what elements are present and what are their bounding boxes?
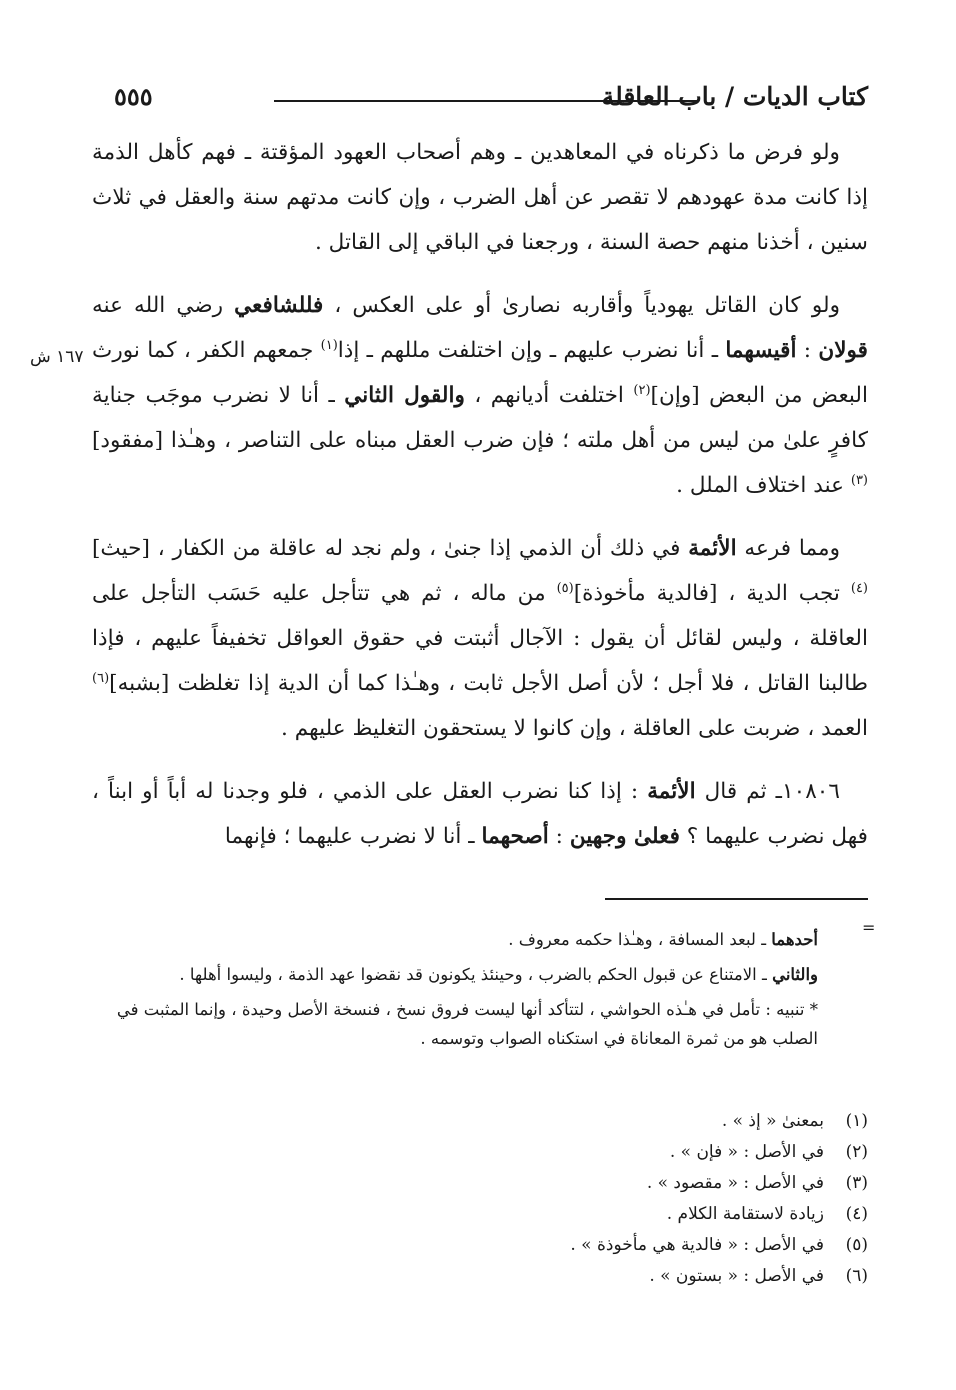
footnote-ref-2[interactable]: (٢) bbox=[633, 383, 651, 398]
text-run: : إذا كنا نضرب العقل على الذمي ، فلو وجدنا له أباً أو ابناً ، فهل نضرب عليهما ؟ bbox=[92, 779, 868, 849]
text-run: ـ أنا نضرب عليهم ـ وإن اختلفت مللهم ـ إذا bbox=[337, 338, 726, 363]
main-text bbox=[92, 130, 868, 859]
footnote-text: زيادة لاستقامة الكلام . bbox=[666, 1204, 824, 1224]
footnote-6 bbox=[108, 1261, 868, 1292]
footnote-5 bbox=[108, 1230, 868, 1261]
bold-term: والثاني bbox=[772, 965, 818, 984]
text-run: ولو كان القاتل يهودياً وأقاربه نصارىٰ أو على العكس ، bbox=[323, 293, 840, 318]
text-run: رضي الله عنه bbox=[92, 293, 235, 318]
bold-term: الأئمة bbox=[647, 779, 696, 804]
paragraph-4 bbox=[92, 769, 868, 859]
text-run: : bbox=[796, 338, 819, 363]
text-run: في ذلك أن الذمي إذا جنىٰ ، ولم نجد له عاقلة من الكفار ، [حيث] bbox=[92, 536, 689, 561]
footnote-text: بمعنىٰ « إذ » . bbox=[721, 1111, 824, 1131]
footnote-ref-4[interactable]: (٤) bbox=[850, 581, 868, 596]
text-run: اختلفت أديانهم ، bbox=[464, 383, 634, 408]
header-title: كتاب الديات / باب العاقلة bbox=[601, 82, 868, 111]
running-header bbox=[96, 82, 868, 122]
text-run: ١٠٨٠٦ـ ثم قال bbox=[695, 779, 840, 804]
footnote-number: (٢) bbox=[845, 1142, 868, 1162]
text-run: ومما فرعه bbox=[736, 536, 840, 561]
text-run: ـ أنا لا نضرب موجَب جناية كافرٍ علىٰ من ليس من أهل ملته ؛ فإن ضرب العقل مبناه على التناصر ، وهـٰذا [مفقود] bbox=[92, 383, 868, 453]
paragraph-2 bbox=[92, 283, 868, 508]
footnote-text: في الأصل : « فالدية هي مأخوذة » . bbox=[570, 1235, 824, 1255]
footnote-text: في الأصل : « مقصود » . bbox=[646, 1173, 824, 1193]
text-run: ـ أنا لا نضرب عليهما ؛ فإنهما bbox=[224, 824, 482, 849]
footnote-1 bbox=[108, 1106, 868, 1137]
paragraph-1-text: ولو فرض ما ذكرناه في المعاهدين ـ وهم أصحاب العهود المؤقتة ـ فهم كأهل الذمة إذا كانت مدة عهودهم لا تقصر عن أهل الضرب ، وإن كانت مدتهم سنة والعقل في ثلاث سنين ، أخذنا منهم حصة السنة ، ورجعنا في الباقي إلى القاتل . bbox=[92, 140, 868, 255]
bold-term: أصحهما bbox=[481, 824, 549, 849]
text-run: من ماله ، ثم هي تتأجل عليه حَسَب التأجل على العاقلة ، وليس لقائل أن يقول : الآجال أثبتت في حقوق العواقل تخفيفاً عليهم ، فإذا طالبنا القاتل ، فلا أجل ؛ لأن أصل الأجل ثابت ، وهـٰذا كما أن الدية إذا تغلظت [بشبه] bbox=[92, 581, 868, 696]
footnote-ref-3[interactable]: (٣) bbox=[850, 473, 868, 488]
bold-term: فللشافعي bbox=[234, 293, 324, 318]
paragraph-3 bbox=[92, 526, 868, 751]
bold-term: الأئمة bbox=[688, 536, 737, 561]
footnote-number: (١) bbox=[845, 1111, 868, 1131]
bold-term: والقول الثاني bbox=[344, 383, 465, 408]
text-run: جمعهم الكفر ، كما نورث البعض من البعض [وإن] bbox=[92, 338, 868, 408]
continued-footnotes bbox=[100, 925, 818, 1053]
footnote-ref-1[interactable]: (١) bbox=[320, 338, 338, 353]
footnote-continuation-mark: = bbox=[862, 918, 876, 937]
text-run: : bbox=[548, 824, 570, 849]
bold-term: فعلىٰ وجهين bbox=[569, 824, 680, 849]
footnote-text: في الأصل : « بستون » . bbox=[649, 1266, 824, 1286]
header-rule bbox=[274, 100, 698, 102]
bold-term: قولان bbox=[818, 338, 868, 363]
footnote-number: (٤) bbox=[845, 1204, 868, 1224]
page-number: ٥٥٥ bbox=[114, 82, 153, 111]
footnote-number: (٣) bbox=[845, 1173, 868, 1193]
note-line-2 bbox=[100, 960, 818, 989]
footnote-ref-6[interactable]: (٦) bbox=[92, 671, 110, 686]
editor-warning-note: * تنبيه : تأمل في هـٰذه الحواشي ، لتتأكد أنها ليست فروق نسخ ، فنسخة الأصل وحيدة ، وإنما المثبت في الصلب هو من ثمرة المعاناة في استكناه الصواب وتوسمه . bbox=[116, 1000, 818, 1048]
bold-term: أقيسهما bbox=[725, 338, 797, 363]
footnote-2 bbox=[108, 1137, 868, 1168]
footnote-separator bbox=[605, 898, 868, 900]
margin-manuscript-note: ١٦٧ ش bbox=[30, 347, 84, 367]
note-line-1 bbox=[100, 925, 818, 954]
footnote-ref-5[interactable]: (٥) bbox=[556, 581, 574, 596]
text-run: ـ الامتناع عن قبول الحكم بالضرب ، وحينئذ يكونون قد نقضوا عهد الذمة ، وليسوا أهلها . bbox=[179, 965, 773, 984]
footnote-4 bbox=[108, 1199, 868, 1230]
footnote-number: (٥) bbox=[845, 1235, 868, 1255]
paragraph-1 bbox=[92, 130, 868, 265]
text-run: تجب الدية ، [فالدية مأخوذة] bbox=[573, 581, 851, 606]
text-run: ـ لبعد المسافة ، وهـٰذا حكمه معروف . bbox=[508, 930, 772, 949]
footnotes-list bbox=[108, 1106, 868, 1292]
footnote-text: في الأصل : « فإن » . bbox=[669, 1142, 824, 1162]
footnote-3 bbox=[108, 1168, 868, 1199]
text-run: عند اختلاف الملل . bbox=[676, 473, 851, 498]
footnote-number: (٦) bbox=[845, 1266, 868, 1286]
text-run: العمد ، ضربت على العاقلة ، وإن كانوا لا يستحقون التغليظ عليهم . bbox=[281, 716, 868, 741]
bold-term: أحدهما bbox=[771, 930, 818, 949]
